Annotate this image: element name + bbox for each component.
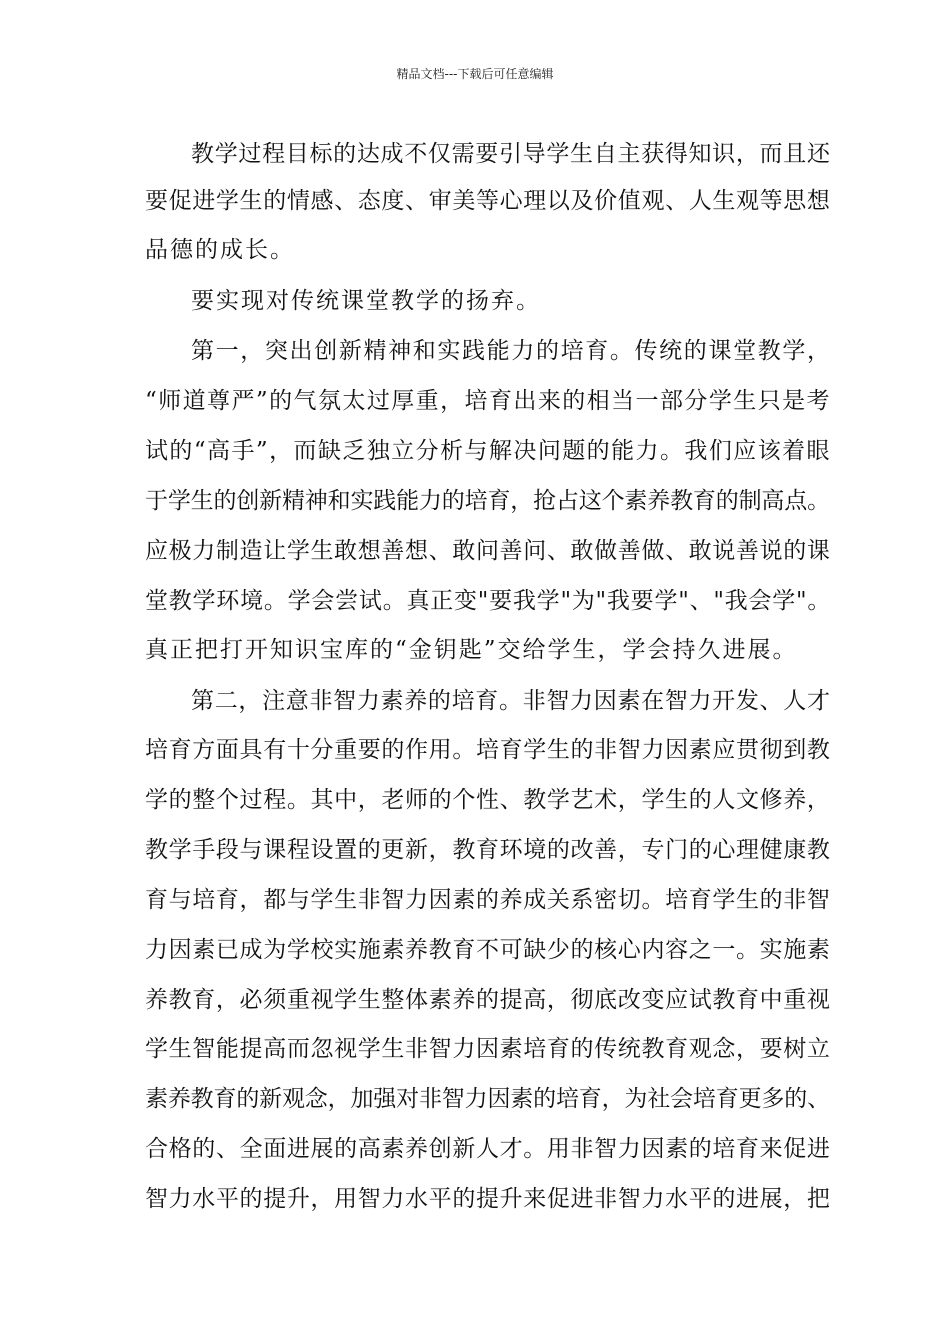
text-line: “师道尊严”的气氛太过厚重，培育出来的相当一部分学生只是考 xyxy=(145,388,831,414)
text-line: 真正把打开知识宝库的“金钥匙”交给学生，学会持久进展。 xyxy=(145,637,798,663)
text-line: 第一，突出创新精神和实践能力的培育。传统的课堂教学， xyxy=(191,338,832,364)
text-line: 试的“高手”，而缺乏独立分析与解决问题的能力。我们应该着眼 xyxy=(145,438,831,464)
text-line: 合格的、全面进展的高素养创新人才。用非智力因素的培育来促进 xyxy=(145,1136,831,1162)
text-line: 学生智能提高而忽视学生非智力因素培育的传统教育观念，要树立 xyxy=(145,1036,831,1062)
text-line: 教学手段与课程设置的更新，教育环境的改善，专门的心理健康教 xyxy=(145,837,831,863)
text-line: 要促进学生的情感、态度、审美等心理以及价值观、人生观等思想 xyxy=(145,188,831,214)
text-line: 素养教育的新观念，加强对非智力因素的培育，为社会培育更多的、 xyxy=(145,1086,830,1112)
page-header: 精品文档---下载后可任意编辑 xyxy=(396,67,554,81)
text-line: 要实现对传统课堂教学的扬弃。 xyxy=(191,288,541,314)
text-line: 学的整个过程。其中，老师的个性、教学艺术，学生的人文修养， xyxy=(145,787,831,813)
text-line: 培育方面具有十分重要的作用。培育学生的非智力因素应贯彻到教 xyxy=(145,737,831,763)
text-line: 养教育，必须重视学生整体素养的提高，彻底改变应试教育中重视 xyxy=(145,987,831,1013)
text-line: 于学生的创新精神和实践能力的培育，抢占这个素养教育的制高点。 xyxy=(145,488,830,514)
text-line: 力因素已成为学校实施素养教育不可缺少的核心内容之一。实施素 xyxy=(145,937,831,963)
text-line: 智力水平的提升，用智力水平的提升来促进非智力水平的进展，把 xyxy=(145,1186,831,1212)
text-line: 育与培育，都与学生非智力因素的养成关系密切。培育学生的非智 xyxy=(145,887,831,913)
text-line: 品德的成长。 xyxy=(145,237,295,263)
text-line: 教学过程目标的达成不仅需要引导学生自主获得知识，而且还 xyxy=(191,141,831,167)
text-line: 堂教学环境。学会尝试。真正变"要我学"为"我要学"、"我会学"。 xyxy=(145,588,832,614)
text-line: 第二，注意非智力素养的培育。非智力因素在智力开发、人才 xyxy=(191,688,831,714)
text-line: 应极力制造让学生敢想善想、敢问善问、敢做善做、敢说善说的课 xyxy=(145,538,831,564)
